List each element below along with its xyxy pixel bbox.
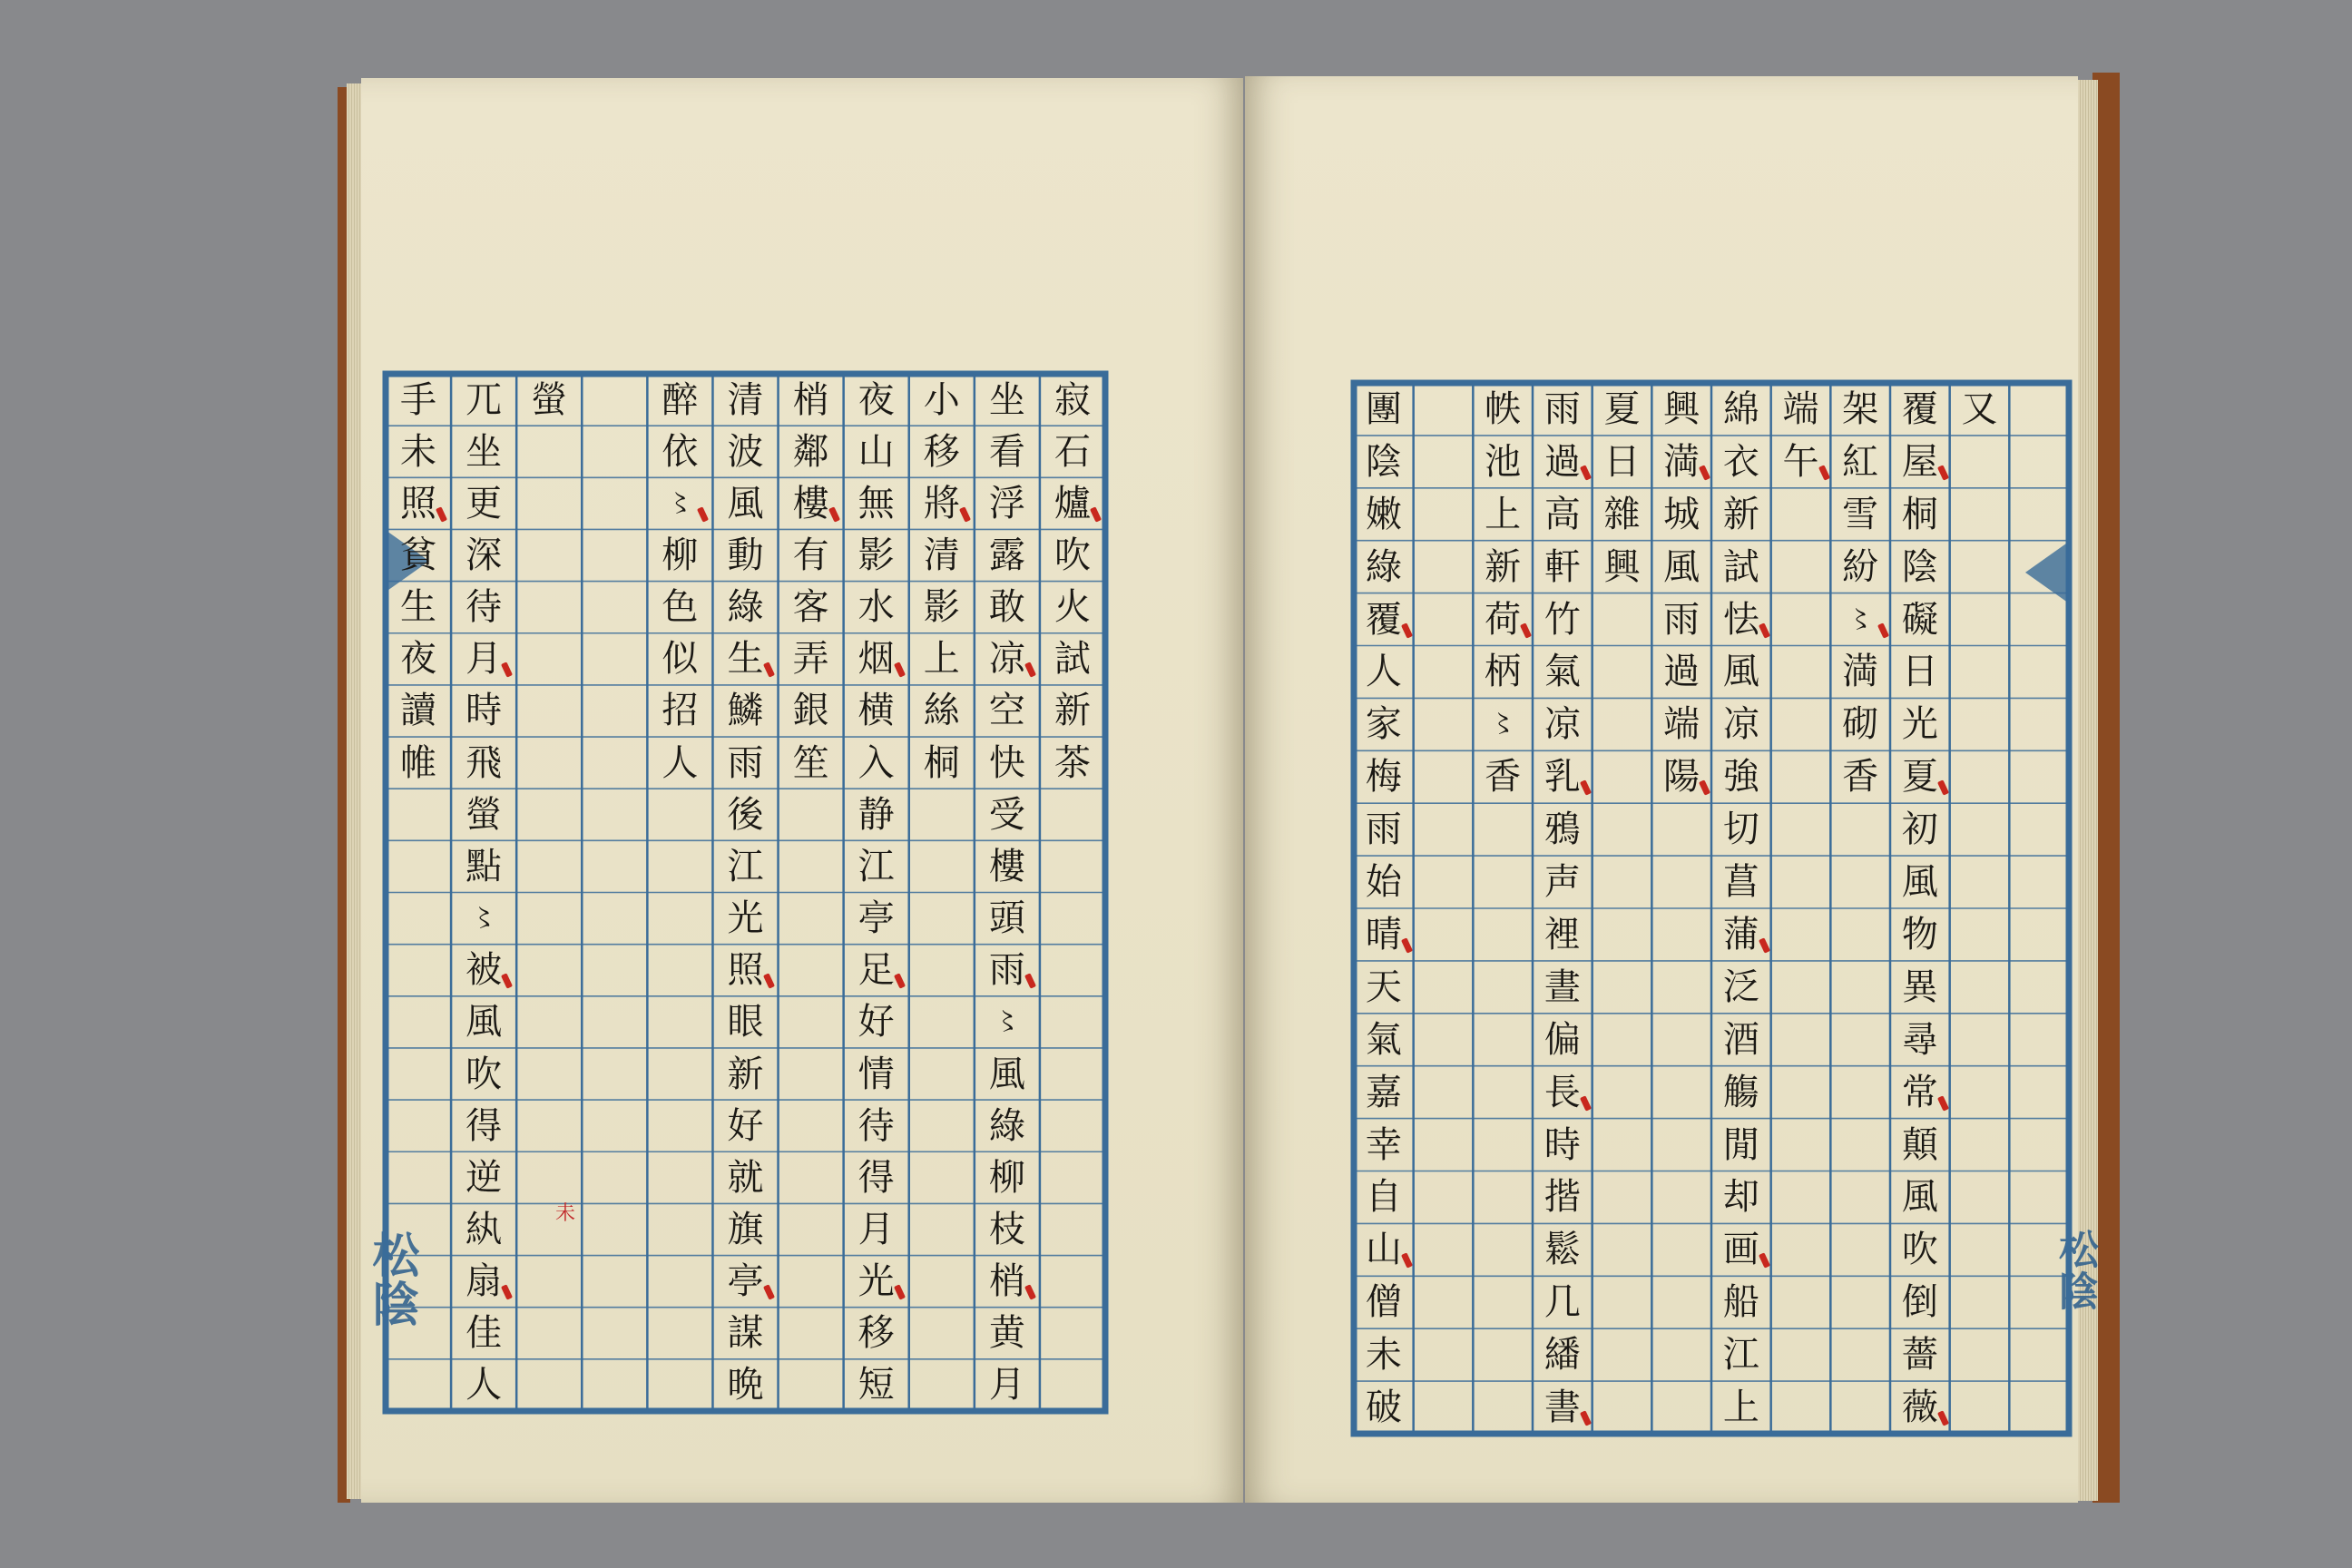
text-character: 移 xyxy=(858,1312,895,1355)
text-character: 旗 xyxy=(727,1208,764,1250)
text-character: 凉 xyxy=(988,638,1025,681)
text-character: 待 xyxy=(858,1104,895,1147)
text-character: 桐 xyxy=(923,741,960,784)
text-character: 城 xyxy=(1663,493,1700,535)
text-character: 試 xyxy=(1722,545,1759,588)
text-character: 僧 xyxy=(1365,1281,1402,1324)
text-character: 上 xyxy=(923,638,960,681)
text-character: 鱗 xyxy=(727,690,764,732)
text-character: 〻 xyxy=(994,1006,1020,1037)
text-character: 江 xyxy=(858,845,895,887)
text-character: 嫩 xyxy=(1365,493,1402,535)
text-character: 坐 xyxy=(988,378,1025,421)
text-character: 風 xyxy=(1901,1176,1938,1219)
text-character: 情 xyxy=(858,1053,895,1095)
text-character: 點 xyxy=(466,845,503,887)
text-character: 醉 xyxy=(662,378,699,421)
text-character: 風 xyxy=(988,1053,1025,1095)
text-character: 入 xyxy=(858,741,895,784)
text-character: 坐 xyxy=(466,430,503,473)
text-character: 高 xyxy=(1544,493,1581,535)
text-character: 泛 xyxy=(1722,965,1759,1008)
text-character: 依 xyxy=(662,430,699,473)
text-character: 生 xyxy=(727,638,764,681)
text-character: 強 xyxy=(1722,756,1759,799)
text-character: 破 xyxy=(1365,1387,1402,1429)
text-character: 得 xyxy=(466,1104,503,1147)
text-character: 閒 xyxy=(1722,1123,1759,1166)
text-character: 雨 xyxy=(988,949,1025,992)
text-character: 謀 xyxy=(727,1312,764,1355)
text-character: 画 xyxy=(1722,1229,1759,1271)
text-character: 江 xyxy=(1722,1334,1759,1377)
text-character: 架 xyxy=(1842,387,1879,430)
text-character: 菖 xyxy=(1722,861,1759,904)
text-character: 未 xyxy=(400,430,437,473)
text-character: 生 xyxy=(400,586,437,629)
text-character: 將 xyxy=(923,482,960,524)
text-character: 人 xyxy=(662,741,699,784)
text-character: 船 xyxy=(1722,1281,1759,1324)
text-character: 切 xyxy=(1722,808,1759,851)
text-character: 得 xyxy=(858,1156,895,1199)
text-character: 〻 xyxy=(1490,709,1516,740)
text-character: 客 xyxy=(792,586,829,629)
text-character: 照 xyxy=(400,482,437,524)
text-character: 尋 xyxy=(1901,1018,1938,1061)
left-grid xyxy=(386,374,1105,1411)
text-character: 江 xyxy=(727,845,764,887)
text-character: 始 xyxy=(1365,861,1402,904)
text-character: 晴 xyxy=(1365,913,1402,956)
text-character: 笙 xyxy=(792,741,829,784)
text-character: 弄 xyxy=(792,638,829,681)
text-character: 似 xyxy=(662,638,699,681)
text-character: 晝 xyxy=(1544,965,1581,1008)
text-character: 興 xyxy=(1603,545,1641,588)
text-character: 書 xyxy=(1544,1387,1581,1429)
text-character: 光 xyxy=(727,897,764,940)
text-character: 鬆 xyxy=(1544,1229,1581,1271)
text-character: 上 xyxy=(1722,1387,1759,1429)
text-character: 満 xyxy=(1663,440,1700,483)
text-character: 〻 xyxy=(1847,603,1874,634)
text-character: 陽 xyxy=(1663,756,1700,799)
text-character: 物 xyxy=(1901,913,1938,956)
text-character: 天 xyxy=(1365,965,1402,1008)
text-character: 満 xyxy=(1842,651,1879,693)
text-character: 薔 xyxy=(1901,1334,1938,1377)
text-character: 覆 xyxy=(1365,598,1402,641)
text-character: 荷 xyxy=(1485,598,1522,641)
text-character: 帷 xyxy=(400,741,437,784)
text-character: 顛 xyxy=(1901,1123,1938,1166)
text-character: 夜 xyxy=(400,638,437,681)
text-character: 紅 xyxy=(1842,440,1879,483)
text-character: 波 xyxy=(727,430,764,473)
text-character: 又 xyxy=(1961,387,1998,430)
text-character: 晩 xyxy=(727,1364,764,1406)
text-character: 梅 xyxy=(1365,756,1402,799)
text-character: 光 xyxy=(858,1260,895,1303)
text-character: 頭 xyxy=(988,897,1025,940)
text-character: 家 xyxy=(1365,703,1402,746)
text-character: 試 xyxy=(1054,638,1091,681)
text-character: 陰 xyxy=(1901,545,1938,588)
text-character: 風 xyxy=(727,482,764,524)
text-character: 絲 xyxy=(923,690,960,732)
text-character: 砌 xyxy=(1842,703,1879,746)
text-character: 風 xyxy=(466,1001,503,1044)
text-character: 柳 xyxy=(988,1156,1025,1199)
text-character: 好 xyxy=(727,1104,764,1147)
text-character: 衣 xyxy=(1722,440,1759,483)
text-character: 興 xyxy=(1663,387,1700,430)
text-character: 端 xyxy=(1663,703,1700,746)
text-character: 乳 xyxy=(1544,756,1581,799)
text-character: 亭 xyxy=(727,1260,764,1303)
text-character: 月 xyxy=(466,638,503,681)
text-character: 清 xyxy=(727,378,764,421)
text-character: 凉 xyxy=(1544,703,1581,746)
text-character: 寂 xyxy=(1054,378,1091,421)
text-character: 紈 xyxy=(466,1208,503,1250)
text-character: 眼 xyxy=(727,1001,764,1044)
text-character: 幸 xyxy=(1365,1123,1402,1166)
text-character: 讀 xyxy=(400,690,437,732)
text-character: 樓 xyxy=(988,845,1025,887)
text-character: 嘉 xyxy=(1365,1071,1402,1113)
text-character: 受 xyxy=(988,793,1025,836)
text-character: 雨 xyxy=(1365,808,1402,851)
text-character: 爐 xyxy=(1054,482,1091,524)
text-character: 水 xyxy=(858,586,895,629)
text-character: 飛 xyxy=(466,741,503,784)
text-character: 香 xyxy=(1485,756,1522,799)
text-character: 新 xyxy=(727,1053,764,1095)
text-character: 影 xyxy=(923,586,960,629)
text-character: 風 xyxy=(1663,545,1700,588)
text-character: 看 xyxy=(988,430,1025,473)
text-character: 深 xyxy=(466,534,503,577)
text-character: 樓 xyxy=(792,482,829,524)
text-character: 移 xyxy=(923,430,960,473)
text-character: 異 xyxy=(1901,965,1938,1008)
text-character: 凉 xyxy=(1722,703,1759,746)
text-character: 雨 xyxy=(727,741,764,784)
text-character: 過 xyxy=(1544,440,1581,483)
text-character: 亭 xyxy=(858,897,895,940)
right-margin-title: 松陰 xyxy=(2052,1229,2098,1312)
text-character: 裡 xyxy=(1544,913,1581,956)
text-character: 無 xyxy=(858,482,895,524)
text-character: 被 xyxy=(466,949,503,992)
text-character: 〻 xyxy=(667,487,693,518)
text-character: 烟 xyxy=(858,638,895,681)
text-character: 雜 xyxy=(1603,493,1641,535)
text-character: 風 xyxy=(1901,861,1938,904)
text-character: 石 xyxy=(1054,430,1091,473)
text-character: 足 xyxy=(858,949,895,992)
text-character: 新 xyxy=(1054,690,1091,732)
text-character: 待 xyxy=(466,586,503,629)
text-character: 螢 xyxy=(531,378,568,421)
text-character: 茶 xyxy=(1054,741,1091,784)
text-character: 清 xyxy=(923,534,960,577)
text-character: 光 xyxy=(1901,703,1938,746)
left-margin-title: 松陰 xyxy=(364,1230,419,1328)
text-character: 雨 xyxy=(1663,598,1700,641)
text-character: 夜 xyxy=(858,378,895,421)
text-character: 竹 xyxy=(1544,598,1581,641)
text-character: 自 xyxy=(1365,1176,1402,1219)
text-character: 〻 xyxy=(471,903,497,934)
text-character: 倒 xyxy=(1901,1281,1938,1324)
text-character: 氣 xyxy=(1544,651,1581,693)
text-character: 招 xyxy=(662,690,699,732)
text-character: 動 xyxy=(727,534,764,577)
text-character: 短 xyxy=(858,1364,895,1406)
text-character: 月 xyxy=(858,1208,895,1250)
text-character: 就 xyxy=(727,1156,764,1199)
text-character: 綠 xyxy=(988,1104,1025,1147)
fish-tail-mark xyxy=(2025,542,2069,603)
text-character: 屋 xyxy=(1901,440,1938,483)
text-character: 綿 xyxy=(1722,387,1759,430)
text-character: 声 xyxy=(1544,861,1581,904)
text-character: 礙 xyxy=(1901,598,1938,641)
text-character: 柄 xyxy=(1485,651,1522,693)
text-character: 紛 xyxy=(1842,545,1879,588)
text-character: 却 xyxy=(1722,1176,1759,1219)
text-character: 横 xyxy=(858,690,895,732)
text-character: 吹 xyxy=(1901,1229,1938,1271)
text-character: 時 xyxy=(1544,1123,1581,1166)
text-character: 團 xyxy=(1365,387,1402,430)
text-character: 山 xyxy=(1365,1229,1402,1271)
text-character: 人 xyxy=(1365,651,1402,693)
text-character: 偏 xyxy=(1544,1018,1581,1061)
text-character: 柳 xyxy=(662,534,699,577)
text-character: 好 xyxy=(858,1001,895,1044)
text-character: 火 xyxy=(1054,586,1091,629)
text-character: 吹 xyxy=(466,1053,503,1095)
text-character: 過 xyxy=(1663,651,1700,693)
text-character: 鄰 xyxy=(792,430,829,473)
text-character: 貧 xyxy=(400,534,437,577)
margin-red-note: 未 xyxy=(555,1202,576,1225)
text-character: 端 xyxy=(1782,387,1819,430)
text-character: 蒲 xyxy=(1722,913,1759,956)
text-character: 薇 xyxy=(1901,1387,1938,1429)
text-character: 佳 xyxy=(466,1312,503,1355)
text-character: 影 xyxy=(858,534,895,577)
text-character: 新 xyxy=(1485,545,1522,588)
text-character: 後 xyxy=(727,793,764,836)
text-character: 軒 xyxy=(1544,545,1581,588)
text-character: 空 xyxy=(988,690,1025,732)
right-grid xyxy=(1354,383,2069,1434)
text-character: 銀 xyxy=(792,690,829,732)
text-character: 夏 xyxy=(1603,387,1641,430)
text-character: 風 xyxy=(1722,651,1759,693)
text-character: 氣 xyxy=(1365,1018,1402,1061)
text-character: 梢 xyxy=(792,378,829,421)
text-character: 時 xyxy=(466,690,503,732)
text-character: 午 xyxy=(1782,440,1819,483)
text-character: 覆 xyxy=(1901,387,1938,430)
text-character: 酒 xyxy=(1722,1018,1759,1061)
text-character: 雨 xyxy=(1544,387,1581,430)
text-character: 上 xyxy=(1485,493,1522,535)
text-character: 扇 xyxy=(466,1260,503,1303)
text-character: 陰 xyxy=(1365,440,1402,483)
text-character: 几 xyxy=(1544,1281,1581,1324)
text-character: 日 xyxy=(1603,440,1641,483)
text-character: 日 xyxy=(1901,651,1938,693)
text-character: 帙 xyxy=(1485,387,1522,430)
text-character: 吹 xyxy=(1054,534,1091,577)
text-character: 黄 xyxy=(988,1312,1025,1355)
text-character: 人 xyxy=(466,1364,503,1406)
text-character: 綠 xyxy=(727,586,764,629)
text-character: 枝 xyxy=(988,1208,1025,1250)
text-character: 新 xyxy=(1722,493,1759,535)
text-character: 揩 xyxy=(1544,1176,1581,1219)
text-character: 繙 xyxy=(1544,1334,1581,1377)
text-character: 照 xyxy=(727,949,764,992)
text-character: 未 xyxy=(1365,1334,1402,1377)
text-character: 觴 xyxy=(1722,1071,1759,1113)
text-character: 常 xyxy=(1901,1071,1938,1113)
text-character: 浮 xyxy=(988,482,1025,524)
text-character: 鴉 xyxy=(1544,808,1581,851)
text-character: 月 xyxy=(988,1364,1025,1406)
text-character: 桐 xyxy=(1901,493,1938,535)
text-character: 夏 xyxy=(1901,756,1938,799)
text-character: 怯 xyxy=(1722,598,1759,641)
text-character: 山 xyxy=(858,430,895,473)
text-character: 綠 xyxy=(1365,545,1402,588)
text-character: 小 xyxy=(923,378,960,421)
text-character: 兀 xyxy=(466,378,503,421)
text-character: 有 xyxy=(792,534,829,577)
text-character: 更 xyxy=(466,482,503,524)
text-character: 逆 xyxy=(466,1156,503,1199)
text-character: 長 xyxy=(1544,1071,1581,1113)
text-character: 露 xyxy=(988,534,1025,577)
text-character: 静 xyxy=(858,793,895,836)
text-character: 香 xyxy=(1842,756,1879,799)
text-character: 快 xyxy=(988,741,1025,784)
text-character: 手 xyxy=(400,378,437,421)
text-character: 敢 xyxy=(988,586,1025,629)
text-character: 池 xyxy=(1485,440,1522,483)
text-character: 雪 xyxy=(1842,493,1879,535)
text-character: 螢 xyxy=(466,793,503,836)
text-character: 初 xyxy=(1901,808,1938,851)
text-character: 梢 xyxy=(988,1260,1025,1303)
text-character: 色 xyxy=(662,586,699,629)
